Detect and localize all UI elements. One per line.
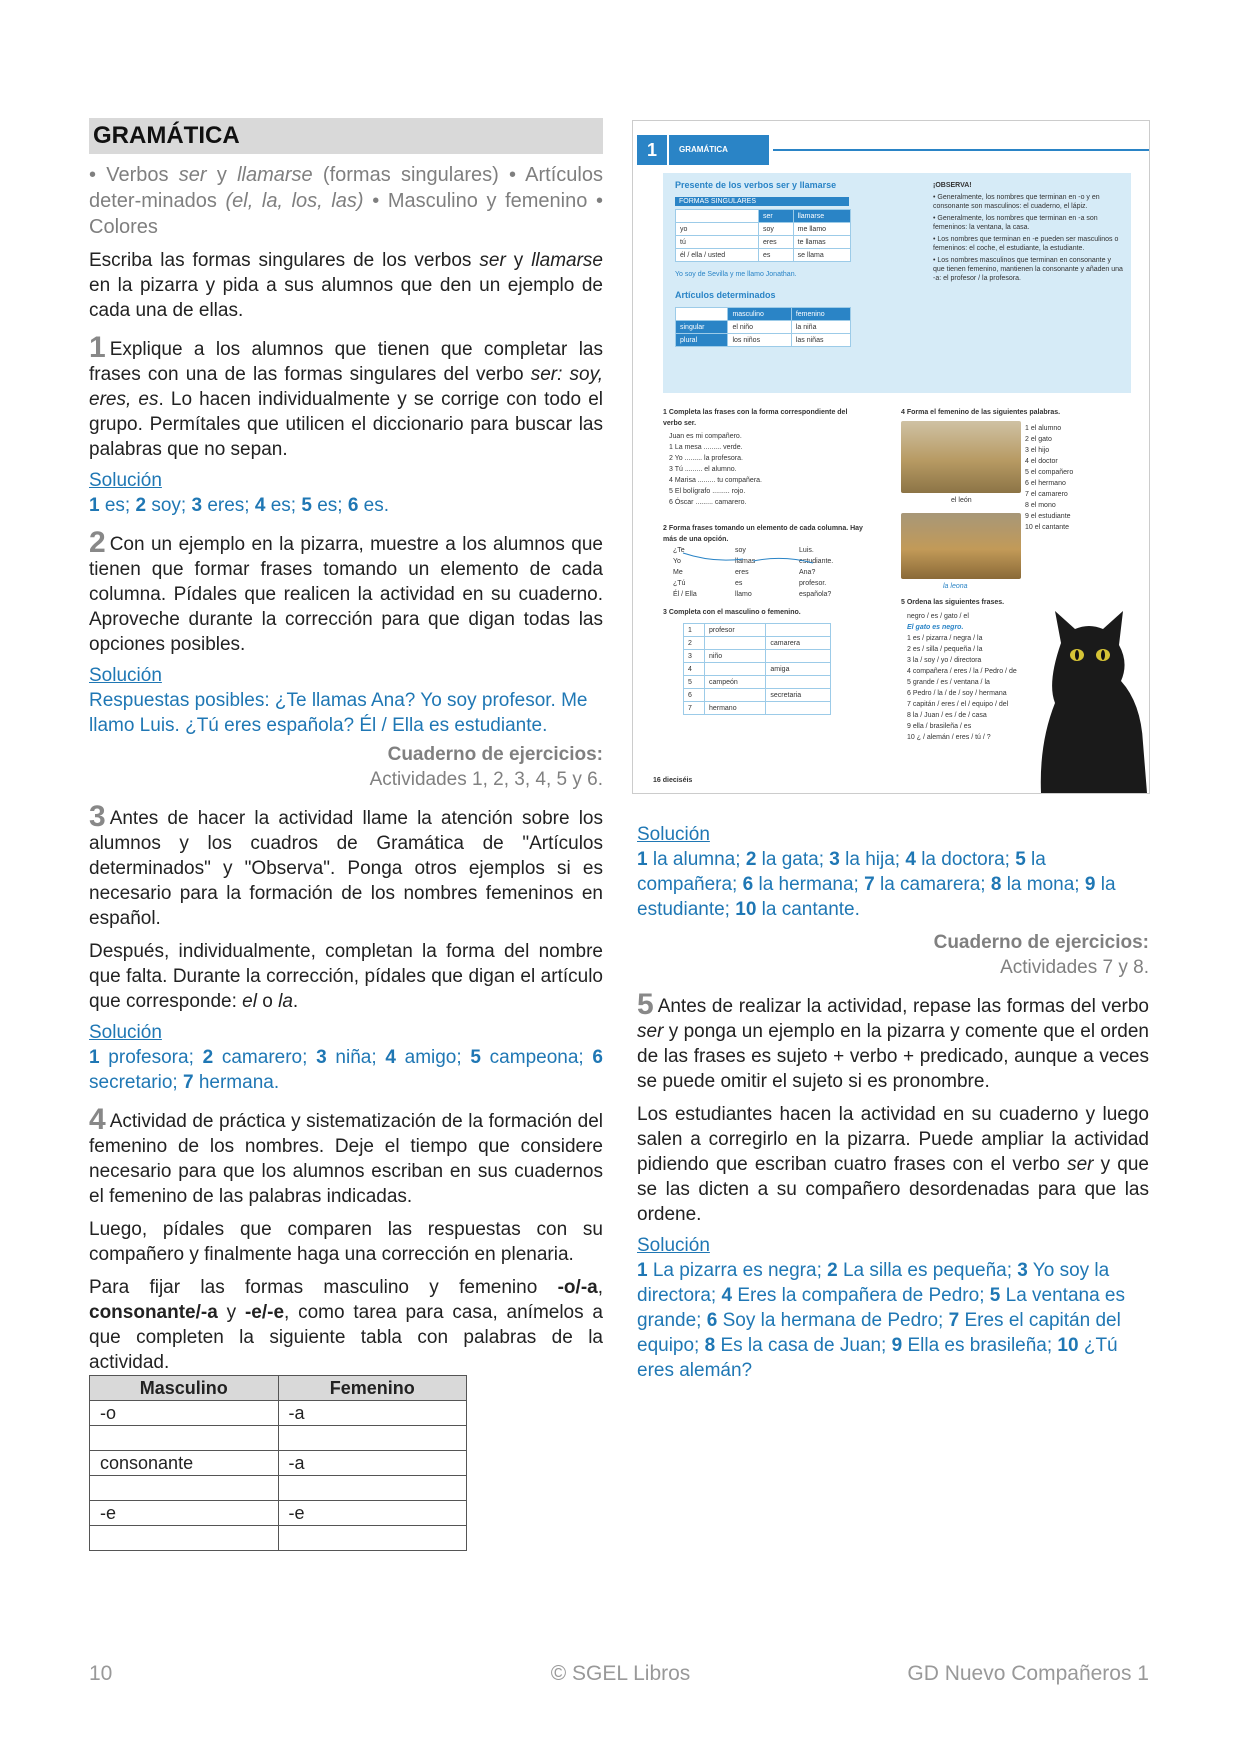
exercise-line: 2 es / silla / pequeña / la [907,646,983,653]
exercise-line: 9 ella / brasileña / es [907,723,972,730]
table-cell: femenino [791,308,850,321]
activity-3-solution: 1 profesora; 2 camarero; 3 niña; 4 amigo; 5 campeona; 6 secretario; 7 hermana. [89,1047,603,1093]
table-cell: soy [758,223,793,236]
exercise-line: 5 el compañero [1025,469,1074,476]
table-cell: 3 [684,650,705,663]
book-title: GD Nuevo Compañeros 1 [907,1662,1149,1685]
exercise-line: 1 es / pizarra / negra / la [907,635,983,642]
table-cell: -e [90,1501,279,1526]
exercise-line: 7 capitán / eres / el / equipo / del [907,701,1009,708]
column-item: Me [673,569,683,576]
copyright: © SGEL Libros [550,1662,691,1685]
activity-number: 1 [89,331,106,364]
table-cell [766,702,831,715]
observa-item: • Los nombres que terminan en -e pueden ser masculinos o femeninos: el coche, el estudiante, la estudiante. [933,236,1119,252]
exercise-1-title: 1 Completa las frases con la forma correspondiente del verbo ser. [663,409,848,427]
table-cell: 7 [684,702,705,715]
exercise-line: 5 El bolígrafo ......... rojo. [669,488,746,495]
exercise-line: 6 Óscar ......... camarero. [669,499,747,506]
table-header: Masculino [90,1376,279,1401]
grammar-box [663,173,1131,393]
activity-4-text: Actividad de práctica y sistematización de la formación del femenino de los nombres. Deje el tiempo que considere necesario para que los alumnos escriban en sus cuadernos el femenino de las palabras indicadas. [89,1111,603,1207]
column-item: Ana? [799,569,816,576]
table-cell: ser [758,210,793,223]
column-item: llamas [735,558,756,565]
column-item: soy [735,547,746,554]
activity-5-text-2: Los estudiantes hacen la actividad en su cuaderno y luego salen a corregirlo en la pizarra. Puede ampliar la actividad pidiendo que escriban cuatro frases con el verbo ser y que se las dicten a su compañero desordenadas para que las ordene. [637,1104,1149,1225]
table-cell: es [758,249,793,262]
table-cell: 2 [684,637,705,650]
activity-number: 5 [637,988,654,1021]
column-item: española? [799,591,832,598]
unit-number: 1 [637,135,667,165]
table-cell [766,676,831,689]
column-item: Luis. [799,547,814,554]
activity-1-text: Explique a los alumnos que tienen que completar las frases con una de las formas singulares del verbo ser: soy, eres, es. Lo hacen individualmente y se corrige con todo el grupo. Permítales que utilicen el diccionario para buscar las palabras que no sepan. [89,339,603,460]
table-cell [676,308,728,321]
activity-2 [89,526,603,657]
activity-5 [637,988,1149,1094]
exercise-3-table [683,623,831,715]
table-cell: 5 [684,676,705,689]
textbook-page-thumbnail [632,120,1150,794]
table-cell [278,1426,467,1451]
table-cell: amiga [766,663,831,676]
exercise-line: 2 Yo ......... la profesora. [669,455,743,462]
lion-caption: el león [951,497,972,504]
table-cell: -o [90,1401,279,1426]
divider [773,149,1149,151]
table-cell: niño [704,650,765,663]
table-cell [90,1426,279,1451]
exercise-line: 1 el alumno [1025,425,1062,432]
column-item: es [735,580,743,587]
lion-photo [901,421,1021,493]
forms-label: FORMAS SINGULARES [675,197,849,206]
right-column [637,822,1149,1383]
observa-box [933,181,1123,283]
table-cell [278,1526,467,1551]
activity-1-solution: 1 es; 2 soy; 3 eres; 4 es; 5 es; 6 es. [89,495,390,516]
table-header: Femenino [278,1376,467,1401]
activity-2-solution: Respuestas posibles: ¿Te llamas Ana? Yo soy profesor. Me llamo Luis. ¿Tú eres española? Él / Ella es estudiante. [89,690,588,736]
table-cell: masculino [728,308,791,321]
masculine-feminine-table [89,1375,467,1551]
table-cell: las niñas [791,334,850,347]
verb-table [675,209,851,262]
table-cell: singular [676,321,728,334]
exercise-line: 6 el hermano [1025,480,1066,487]
activity-5-solution: 1 La pizarra es negra; 2 La silla es pequeña; 3 Yo soy la directora; 4 Eres la compañera de Pedro; 5 La ventana es grande; 6 Soy la hermana de Pedro; 7 Eres el capitán del equipo; 8 Es la casa de Juan; 9 Ella es brasileña; 10 ¿Tú eres alemán? [637,1260,1125,1381]
thumbnail-section: GRAMÁTICA [669,135,769,165]
workbook-activities: Actividades 1, 2, 3, 4, 5 y 6. [369,769,603,790]
activity-4-text-3: Para fijar las formas masculino y femenino -o/-a, consonante/-a y -e/-e, como tarea para casa, anímelos a que completen la siguiente tabla con palabras de la actividad. [89,1277,604,1373]
table-row [90,1501,467,1526]
table-cell: profesor [704,624,765,637]
section-heading: GRAMÁTICA [89,118,603,154]
table-cell [90,1476,279,1501]
observa-item: • Los nombres masculinos que terminan en consonante y que tienen femenino, mantienen la consonante y añaden una -a: el profesor / la profesora. [933,257,1123,282]
solution-label[interactable]: Solución [89,1022,162,1043]
observa-item: • Generalmente, los nombres que terminan en -a son femeninos: la ventana, la casa. [933,215,1098,231]
table-row [90,1526,467,1551]
exercise-line: 2 el gato [1025,436,1052,443]
table-row [90,1451,467,1476]
exercise-line: 4 el doctor [1025,458,1058,465]
column-item: llamo [735,591,752,598]
column-item: profesor. [799,580,827,587]
table-cell: consonante [90,1451,279,1476]
exercise-4-title: 4 Forma el femenino de las siguientes palabras. [901,409,1061,416]
grammar-example: Yo soy de Sevilla y me llamo Jonathan. [675,271,797,278]
table-cell: el niño [728,321,791,334]
workbook-title: Cuaderno de ejercicios: [933,932,1149,953]
articles-table [675,307,851,347]
table-row [90,1401,467,1426]
table-cell: 1 [684,624,705,637]
observa-title: ¡OBSERVA! [933,182,972,189]
page-number: 10 [89,1662,113,1685]
exercise-line: 4 compañera / eres / la / Pedro / de [907,668,1017,675]
table-cell: los niños [728,334,791,347]
table-cell: él / ella / usted [676,249,759,262]
table-cell: te llamas [793,236,850,249]
intro-topics: • Verbos ser y llamarse (formas singulares) • Artículos deter-minados (el, la, los, las) • Masculino y femenino • Colores [89,164,603,238]
exercise-4-items [1025,423,1073,533]
exercise-1-lines [669,431,869,508]
table-cell: me llamo [793,223,850,236]
table-cell: -a [278,1451,467,1476]
activity-5-text: Antes de realizar la actividad, repase las formas del verbo ser y ponga un ejemplo en la pizarra y comente que el orden de las frases es sujeto + verbo + predicado, aunque a veces se puede omitir el sujeto si es pronombre. [637,996,1149,1092]
exercise-line: negro / es / gato / el [907,613,969,620]
exercise-line: 5 grande / es / ventana / la [907,679,990,686]
grammar-title: Presente de los verbos ser y llamarse [675,180,837,190]
table-row [90,1476,467,1501]
table-cell: camarera [766,637,831,650]
table-cell: yo [676,223,759,236]
table-cell: hermano [704,702,765,715]
lioness-caption: la leona [943,583,968,590]
table-cell: plural [676,334,728,347]
table-cell [704,689,765,702]
activity-2-text: Con un ejemplo en la pizarra, muestre a los alumnos que tienen que formar frases tomando un elemento de cada columna. Pídales que realicen la actividad en su cuaderno. Aproveche durante la corrección para que digan todas las opciones posibles. [89,534,603,655]
table-cell [766,650,831,663]
table-cell: campeón [704,676,765,689]
table-cell: la niña [791,321,850,334]
table-row [90,1426,467,1451]
solution-label[interactable]: Solución [89,470,162,491]
activity-3 [89,800,603,931]
table-cell: se llama [793,249,850,262]
table-cell: tú [676,236,759,249]
table-cell: eres [758,236,793,249]
observa-item: • Generalmente, los nombres que terminan en -o y en consonante son masculinos: el cuaderno, el lápiz. [933,194,1100,210]
activity-3-text-2: Después, individualmente, completan la forma del nombre que falta. Durante la corrección, pídales que digan el artículo que corresponde: el o la. [89,941,603,1012]
solution-label[interactable]: Solución [89,665,162,686]
exercise-line: 1 La mesa ......... verde. [669,444,743,451]
activity-4 [89,1103,603,1209]
exercise-line: 8 la / Juan / es / de / casa [907,712,987,719]
exercise-line: 10 el cantante [1025,524,1069,531]
exercise-line: 3 Tú ......... el alumno. [669,466,737,473]
table-cell [704,637,765,650]
matching-lines-decoration [673,549,823,599]
exercise-line: El gato es negro. [907,624,964,631]
black-cat-image [1031,603,1149,793]
solution-label[interactable]: Solución [637,824,710,845]
table-cell [90,1526,279,1551]
table-cell: llamarse [793,210,850,223]
column-item: ¿Tú [673,580,686,587]
left-column [89,118,603,1375]
table-cell: -a [278,1401,467,1426]
exercise-5-title: 5 Ordena las siguientes frases. [901,599,1005,606]
table-cell [766,624,831,637]
activity-4-text-2: Luego, pídales que comparen las respuestas con su compañero y finalmente haga una corrección en plenaria. [89,1219,603,1265]
activity-number: 2 [89,526,106,559]
exercise-line: 3 la / soy / yo / directora [907,657,982,664]
column-item: eres [735,569,749,576]
lioness-photo [901,513,1021,579]
exercise-line: 6 Pedro / la / de / soy / hermana [907,690,1007,697]
exercise-line: 9 el estudiante [1025,513,1071,520]
workbook-activities: Actividades 7 y 8. [1000,957,1149,978]
column-item: ¿Te [673,547,685,554]
exercise-line: 10 ¿ / alemán / eres / tú / ? [907,734,991,741]
articles-title: Artículos determinados [675,290,776,300]
exercise-line: 4 Marisa ......... tu compañera. [669,477,762,484]
exercise-3-title: 3 Completa con el masculino o femenino. [663,609,801,616]
exercise-line: Juan es mi compañero. [669,433,742,440]
column-item: Él / Ella [673,591,697,598]
exercise-line: 3 el hijo [1025,447,1050,454]
workbook-title: Cuaderno de ejercicios: [387,744,603,765]
table-cell: -e [278,1501,467,1526]
table-cell [704,663,765,676]
column-item: Yo [673,558,681,565]
thumbnail-page-label: 16 dieciséis [653,777,693,784]
table-cell [278,1476,467,1501]
activity-1 [89,331,603,462]
table-cell: 4 [684,663,705,676]
table-cell: secretaria [766,689,831,702]
activity-number: 4 [89,1103,106,1136]
column-item: estudiante. [799,558,834,565]
activity-3-text: Antes de hacer la actividad llame la atención sobre los alumnos y los cuadros de Gramática de "Artículos determinados" y "Observa". Ponga otros ejemplos si es necesario para la formación de los nombres femeninos en español. [89,808,603,929]
solution-label[interactable]: Solución [637,1235,710,1256]
activity-number: 3 [89,800,106,833]
activity-4-solution: 1 la alumna; 2 la gata; 3 la hija; 4 la doctora; 5 la compañera; 6 la hermana; 7 la camarera; 8 la mona; 9 la estudiante; 10 la cantante. [637,849,1116,920]
exercise-line: 7 el camarero [1025,491,1068,498]
table-cell: 6 [684,689,705,702]
exercise-line: 8 el mono [1025,502,1056,509]
intro-text: Escriba las formas singulares de los verbos ser y llamarse en la pizarra y pida a sus alumnos que den un ejemplo de cada una de ellas. [89,250,604,321]
table-cell [676,210,759,223]
exercise-2-title: 2 Forma frases tomando un elemento de cada columna. Hay más de una opción. [663,525,863,543]
